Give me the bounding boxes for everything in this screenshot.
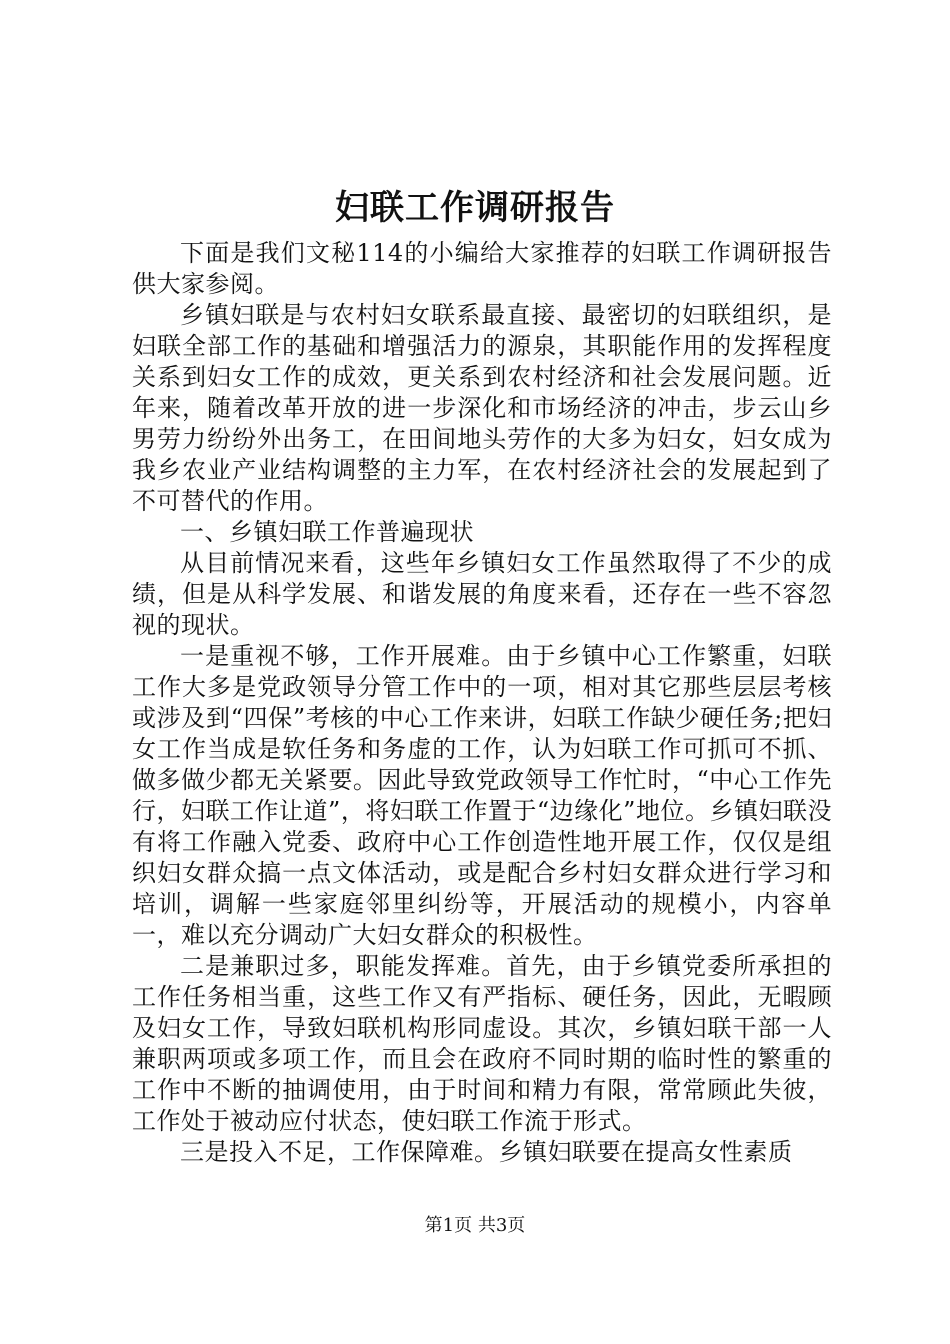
section-heading-status: 一、乡镇妇联工作普遍现状 <box>180 518 474 546</box>
page-footer: 第1页 共3页 <box>424 1215 526 1236</box>
paragraph-point-three: 三是投入不足，工作保障难。乡镇妇联要在提高女性素质 <box>180 1138 793 1166</box>
paragraph-point-one: 一是重视不够，工作开展难。由于乡镇中心工作繁重，妇联工作大多是党政领导分管工作中的一项，相对其它那些层层考核或涉及到“四保”考核的中心工作来讲，妇联工作缺少硬任务;把妇女工作当成是软任务和务虚的工作，认为妇联工作可抓可不抓、做多做少都无关紧要。因此导致党政领导工作忙时，“中心工作先行，妇联工作让道”，将妇联工作置于“边缘化”地位。乡镇妇联没有将工作融入党委、政府中心工作创造性地开展工作，仅仅是组织妇女群众搞一点文体活动，或是配合乡村妇女群众进行学习和培训，调解一些家庭邻里纠纷等，开展活动的规模小，内容单一，难以充分调动广大妇女群众的积极性。 <box>132 642 832 949</box>
document-title: 妇联工作调研报告 <box>335 188 615 228</box>
paragraph-background: 乡镇妇联是与农村妇女联系最直接、最密切的妇联组织，是妇联全部工作的基础和增强活力的源泉，其职能作用的发挥程度关系到妇女工作的成效，更关系到农村经济和社会发展问题。近年来，随着改革开放的进一步深化和市场经济的冲击，步云山乡男劳力纷纷外出务工，在田间地头劳作的大多为妇女，妇女成为我乡农业产业结构调整的主力军，在农村经济社会的发展起到了不可替代的作用。 <box>132 301 832 515</box>
paragraph-point-two: 二是兼职过多，职能发挥难。首先，由于乡镇党委所承担的工作任务相当重，这些工作又有严指标、硬任务，因此，无暇顾及妇女工作，导致妇联机构形同虚设。其次，乡镇妇联干部一人兼职两项或多项工作，而且会在政府不同时期的临时性的繁重的工作中不断的抽调使用，由于时间和精力有限，常常顾此失彼，工作处于被动应付状态，使妇联工作流于形式。 <box>132 952 832 1135</box>
paragraph-intro: 下面是我们文秘114的小编给大家推荐的妇联工作调研报告供大家参阅。 <box>132 239 832 298</box>
paragraph-overview: 从目前情况来看，这些年乡镇妇女工作虽然取得了不少的成绩，但是从科学发展、和谐发展的角度来看，还存在一些不容忽视的现状。 <box>132 549 832 639</box>
document-body <box>132 238 832 1168</box>
